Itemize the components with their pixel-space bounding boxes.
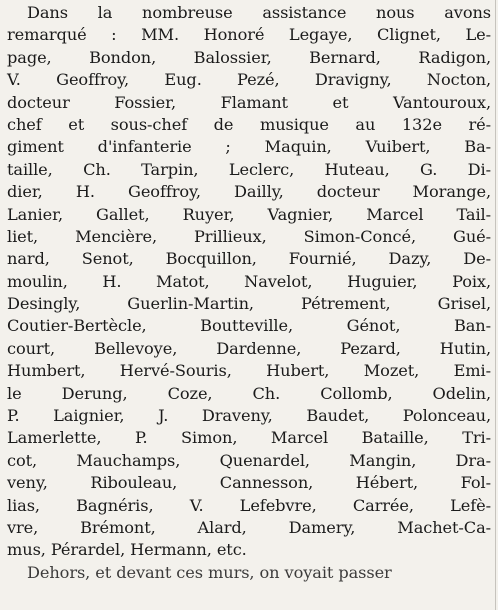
text-line: lias, Bagnéris, V. Lefebvre, Carrée, Lefè- bbox=[7, 495, 491, 515]
text-line: nard, Senot, Bocquillon, Fournié, Dazy, De- bbox=[7, 249, 491, 269]
text-line: Coutier-Bertècle, Boutteville, Génot, Ban- bbox=[7, 316, 491, 336]
text-line: court, Bellevoye, Dardenne, Pezard, Hutin, bbox=[7, 338, 491, 358]
article-column bbox=[7, 2, 491, 584]
text-line: Lamerlette, P. Simon, Marcel Bataille, Tri- bbox=[7, 428, 491, 448]
text-line: docteur Fossier, Flamant et Vantouroux, bbox=[7, 92, 491, 112]
text-line: mus, Pérardel, Hermann, etc. bbox=[7, 540, 247, 560]
text-line: dier, H. Geoffroy, Dailly, docteur Morange, bbox=[7, 182, 491, 202]
text-line: taille, Ch. Tarpin, Leclerc, Huteau, G. Di- bbox=[7, 159, 491, 179]
text-line: page, Bondon, Balossier, Bernard, Radigon, bbox=[7, 47, 491, 67]
text-line: liet, Mencière, Prillieux, Simon-Concé, Gué- bbox=[7, 226, 491, 246]
column-rule bbox=[495, 0, 496, 610]
text-line: le Derung, Coze, Ch. Collomb, Odelin, bbox=[7, 383, 491, 403]
text-line: giment d'infanterie ; Maquin, Vuibert, Ba- bbox=[7, 137, 491, 157]
text-line: cot, Mauchamps, Quenardel, Mangin, Dra- bbox=[7, 450, 491, 470]
text-line: chef et sous-chef de musique au 132e ré- bbox=[7, 114, 491, 134]
text-line: remarqué : MM. Honoré Legaye, Clignet, Le- bbox=[7, 25, 491, 45]
text-line: Lanier, Gallet, Ruyer, Vagnier, Marcel Tail- bbox=[7, 204, 491, 224]
text-line-cut-off: Dehors, et devant ces murs, on voyait passer bbox=[27, 562, 392, 582]
text-line: veny, Ribouleau, Cannesson, Hébert, Fol- bbox=[7, 473, 491, 493]
text-line: moulin, H. Matot, Navelot, Huguier, Poix, bbox=[7, 271, 491, 291]
text-line: P. Laignier, J. Draveny, Baudet, Polonceau, bbox=[7, 406, 491, 426]
text-line: Dans la nombreuse assistance nous avons bbox=[27, 3, 491, 22]
text-line: V. Geoffroy, Eug. Pezé, Dravigny, Nocton, bbox=[7, 70, 491, 90]
text-line: Desingly, Guerlin-Martin, Pétrement, Grisel, bbox=[7, 294, 491, 314]
text-line: vre, Brémont, Alard, Damery, Machet-Ca- bbox=[7, 517, 491, 537]
text-line: Humbert, Hervé-Souris, Hubert, Mozet, Emi- bbox=[7, 361, 491, 381]
